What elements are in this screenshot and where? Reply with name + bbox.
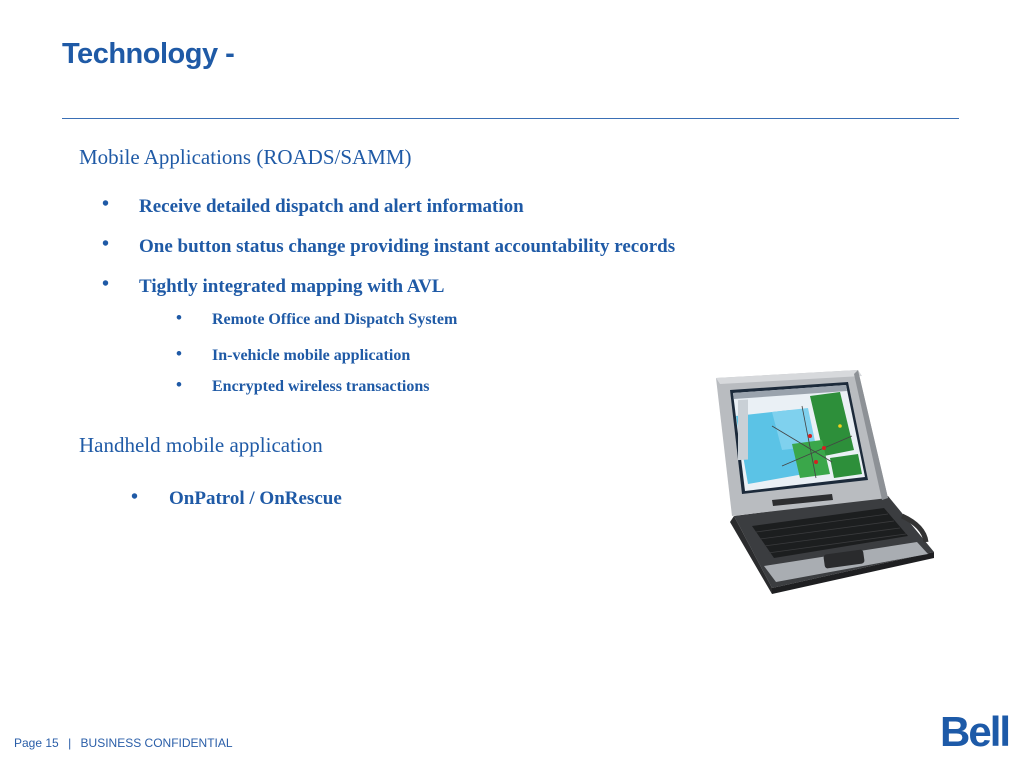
section-heading-handheld: Handheld mobile application bbox=[79, 433, 323, 457]
sub-bullet-remote-office: Remote Office and Dispatch System bbox=[212, 311, 458, 328]
bullet-onpatrol: OnPatrol / OnRescue bbox=[169, 488, 342, 509]
sub-bullet-icon: • bbox=[176, 308, 182, 327]
sub-bullet-encrypted: Encrypted wireless transactions bbox=[212, 378, 430, 395]
rugged-laptop-image bbox=[712, 366, 940, 594]
footer bbox=[14, 736, 233, 750]
page-number: Page 15 bbox=[14, 736, 59, 750]
bullet-status-change: One button status change providing instant accountability records bbox=[139, 236, 676, 257]
bullet-icon: • bbox=[102, 233, 110, 255]
bullet-mapping-avl: Tightly integrated mapping with AVL bbox=[139, 276, 445, 297]
footer-separator: | bbox=[68, 736, 72, 750]
slide-title: Technology - bbox=[62, 38, 235, 70]
bullet-icon: • bbox=[102, 273, 110, 295]
sub-bullet-in-vehicle: In-vehicle mobile application bbox=[212, 347, 411, 364]
sub-bullet-icon: • bbox=[176, 344, 182, 363]
confidential-label: BUSINESS CONFIDENTIAL bbox=[80, 736, 233, 750]
bullet-icon: • bbox=[131, 486, 139, 508]
bullet-icon: • bbox=[102, 193, 110, 215]
title-divider bbox=[62, 118, 959, 119]
bell-logo: Bell bbox=[940, 708, 1010, 755]
bullet-dispatch-info: Receive detailed dispatch and alert information bbox=[139, 196, 524, 217]
section-heading-mobile-applications: Mobile Applications (ROADS/SAMM) bbox=[79, 145, 412, 169]
sub-bullet-icon: • bbox=[176, 375, 182, 394]
